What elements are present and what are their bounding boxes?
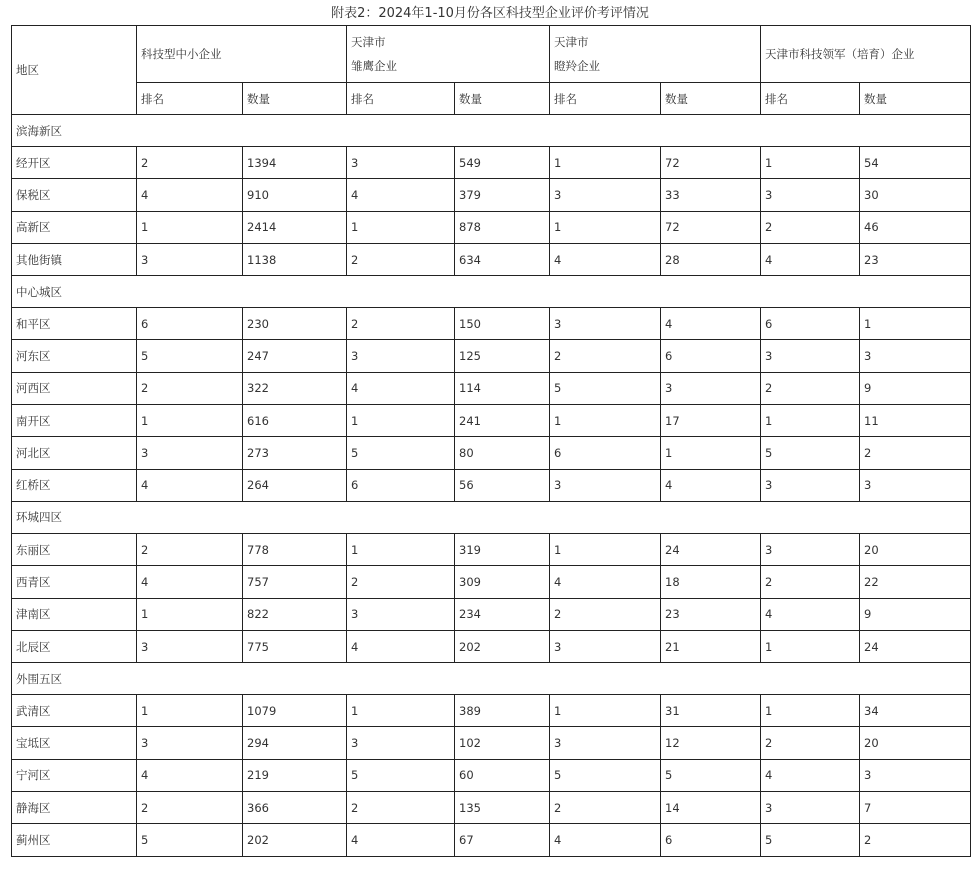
table-row [12, 727, 971, 759]
count-cell: 910 [243, 179, 347, 211]
rank-cell: 1 [761, 630, 860, 662]
header-count: 数量 [661, 83, 761, 115]
region-cell: 北辰区 [12, 630, 137, 662]
rank-cell: 2 [761, 211, 860, 243]
region-cell: 高新区 [12, 211, 137, 243]
table-row [12, 179, 971, 211]
header-group-leader: 天津市科技领军（培育）企业 [761, 26, 971, 83]
header-row-1 [12, 26, 971, 83]
count-cell: 22 [860, 566, 971, 598]
table-row [12, 759, 971, 791]
count-cell: 72 [661, 147, 761, 179]
table-row [12, 437, 971, 469]
region-cell: 河西区 [12, 372, 137, 404]
rank-cell: 4 [347, 372, 455, 404]
rank-cell: 2 [347, 243, 455, 275]
count-cell: 1079 [243, 695, 347, 727]
count-cell: 150 [455, 308, 550, 340]
rank-cell: 3 [137, 437, 243, 469]
rank-cell: 4 [761, 598, 860, 630]
rank-cell: 2 [347, 792, 455, 824]
region-cell: 河东区 [12, 340, 137, 372]
count-cell: 6 [661, 340, 761, 372]
rank-cell: 5 [347, 759, 455, 791]
count-cell: 273 [243, 437, 347, 469]
rank-cell: 3 [761, 792, 860, 824]
count-cell: 549 [455, 147, 550, 179]
header-group-gazelle-line1: 天津市 [554, 35, 589, 49]
region-cell: 和平区 [12, 308, 137, 340]
header-group-eaglet-line2: 雏鹰企业 [351, 59, 397, 73]
count-cell: 757 [243, 566, 347, 598]
rank-cell: 6 [550, 437, 661, 469]
rank-cell: 3 [550, 308, 661, 340]
rank-cell: 3 [761, 179, 860, 211]
count-cell: 31 [661, 695, 761, 727]
section-label: 中心城区 [12, 276, 971, 308]
rank-cell: 2 [347, 308, 455, 340]
table-row [12, 211, 971, 243]
rank-cell: 1 [137, 405, 243, 437]
evaluation-table [11, 25, 971, 857]
count-cell: 12 [661, 727, 761, 759]
table-row [12, 598, 971, 630]
rank-cell: 2 [761, 727, 860, 759]
count-cell: 14 [661, 792, 761, 824]
count-cell: 4 [661, 308, 761, 340]
count-cell: 322 [243, 372, 347, 404]
rank-cell: 3 [550, 179, 661, 211]
rank-cell: 5 [550, 372, 661, 404]
table-caption: 附表2：2024年1-10月份各区科技型企业评价考评情况 [331, 6, 649, 21]
header-group-eaglet-line1: 天津市 [351, 35, 386, 49]
rank-cell: 1 [761, 405, 860, 437]
count-cell: 102 [455, 727, 550, 759]
header-count: 数量 [243, 83, 347, 115]
header-rank: 排名 [347, 83, 455, 115]
count-cell: 18 [661, 566, 761, 598]
rank-cell: 4 [137, 759, 243, 791]
rank-cell: 3 [347, 340, 455, 372]
rank-cell: 1 [550, 211, 661, 243]
section-row [12, 501, 971, 533]
rank-cell: 6 [137, 308, 243, 340]
rank-cell: 4 [347, 179, 455, 211]
rank-cell: 2 [137, 372, 243, 404]
count-cell: 9 [860, 372, 971, 404]
count-cell: 54 [860, 147, 971, 179]
count-cell: 4 [661, 469, 761, 501]
rank-cell: 3 [761, 469, 860, 501]
count-cell: 616 [243, 405, 347, 437]
count-cell: 3 [860, 340, 971, 372]
table-row [12, 340, 971, 372]
count-cell: 5 [661, 759, 761, 791]
table-row [12, 147, 971, 179]
region-cell: 保税区 [12, 179, 137, 211]
count-cell: 389 [455, 695, 550, 727]
section-row [12, 115, 971, 147]
rank-cell: 2 [137, 792, 243, 824]
count-cell: 72 [661, 211, 761, 243]
count-cell: 241 [455, 405, 550, 437]
count-cell: 21 [661, 630, 761, 662]
rank-cell: 1 [137, 598, 243, 630]
count-cell: 366 [243, 792, 347, 824]
rank-cell: 5 [761, 437, 860, 469]
count-cell: 3 [661, 372, 761, 404]
count-cell: 28 [661, 243, 761, 275]
count-cell: 9 [860, 598, 971, 630]
region-cell: 河北区 [12, 437, 137, 469]
rank-cell: 5 [550, 759, 661, 791]
rank-cell: 5 [761, 824, 860, 856]
header-rank: 排名 [137, 83, 243, 115]
table-row [12, 792, 971, 824]
section-label: 外围五区 [12, 663, 971, 695]
region-cell: 南开区 [12, 405, 137, 437]
count-cell: 379 [455, 179, 550, 211]
count-cell: 230 [243, 308, 347, 340]
rank-cell: 3 [550, 727, 661, 759]
count-cell: 7 [860, 792, 971, 824]
section-row [12, 276, 971, 308]
rank-cell: 4 [347, 630, 455, 662]
count-cell: 6 [661, 824, 761, 856]
region-cell: 宝坻区 [12, 727, 137, 759]
count-cell: 34 [860, 695, 971, 727]
count-cell: 2 [860, 824, 971, 856]
rank-cell: 3 [550, 630, 661, 662]
header-group-gazelle [550, 26, 761, 83]
count-cell: 294 [243, 727, 347, 759]
section-row [12, 663, 971, 695]
rank-cell: 6 [761, 308, 860, 340]
table-row [12, 372, 971, 404]
region-cell: 武清区 [12, 695, 137, 727]
rank-cell: 3 [137, 630, 243, 662]
header-row-2 [12, 83, 971, 115]
count-cell: 202 [455, 630, 550, 662]
rank-cell: 1 [137, 211, 243, 243]
region-cell: 东丽区 [12, 533, 137, 565]
region-cell: 红桥区 [12, 469, 137, 501]
rank-cell: 3 [137, 243, 243, 275]
rank-cell: 2 [761, 566, 860, 598]
rank-cell: 3 [761, 533, 860, 565]
count-cell: 202 [243, 824, 347, 856]
count-cell: 778 [243, 533, 347, 565]
rank-cell: 3 [347, 598, 455, 630]
header-group-gazelle-line2: 瞪羚企业 [554, 59, 600, 73]
rank-cell: 1 [137, 695, 243, 727]
table-row [12, 824, 971, 856]
table-body [12, 26, 971, 857]
count-cell: 17 [661, 405, 761, 437]
count-cell: 30 [860, 179, 971, 211]
count-cell: 3 [860, 469, 971, 501]
rank-cell: 4 [550, 243, 661, 275]
header-count: 数量 [455, 83, 550, 115]
rank-cell: 4 [761, 759, 860, 791]
rank-cell: 1 [761, 147, 860, 179]
count-cell: 33 [661, 179, 761, 211]
rank-cell: 5 [137, 824, 243, 856]
rank-cell: 1 [550, 405, 661, 437]
count-cell: 309 [455, 566, 550, 598]
count-cell: 20 [860, 727, 971, 759]
count-cell: 11 [860, 405, 971, 437]
rank-cell: 5 [347, 437, 455, 469]
rank-cell: 2 [137, 533, 243, 565]
count-cell: 1 [661, 437, 761, 469]
region-cell: 静海区 [12, 792, 137, 824]
rank-cell: 5 [137, 340, 243, 372]
count-cell: 67 [455, 824, 550, 856]
section-label: 滨海新区 [12, 115, 971, 147]
region-cell: 蓟州区 [12, 824, 137, 856]
rank-cell: 4 [347, 824, 455, 856]
table-row [12, 243, 971, 275]
count-cell: 23 [661, 598, 761, 630]
count-cell: 60 [455, 759, 550, 791]
rank-cell: 1 [550, 147, 661, 179]
count-cell: 634 [455, 243, 550, 275]
count-cell: 24 [661, 533, 761, 565]
count-cell: 319 [455, 533, 550, 565]
rank-cell: 6 [347, 469, 455, 501]
rank-cell: 2 [761, 372, 860, 404]
count-cell: 46 [860, 211, 971, 243]
rank-cell: 3 [550, 469, 661, 501]
count-cell: 234 [455, 598, 550, 630]
rank-cell: 1 [347, 211, 455, 243]
count-cell: 135 [455, 792, 550, 824]
count-cell: 20 [860, 533, 971, 565]
rank-cell: 4 [137, 469, 243, 501]
region-cell: 其他街镇 [12, 243, 137, 275]
rank-cell: 4 [761, 243, 860, 275]
rank-cell: 2 [550, 792, 661, 824]
table-row [12, 308, 971, 340]
rank-cell: 4 [550, 566, 661, 598]
count-cell: 878 [455, 211, 550, 243]
count-cell: 219 [243, 759, 347, 791]
rank-cell: 1 [761, 695, 860, 727]
table-row [12, 405, 971, 437]
rank-cell: 4 [137, 566, 243, 598]
count-cell: 23 [860, 243, 971, 275]
rank-cell: 1 [550, 533, 661, 565]
count-cell: 1 [860, 308, 971, 340]
rank-cell: 1 [347, 533, 455, 565]
count-cell: 125 [455, 340, 550, 372]
rank-cell: 2 [550, 598, 661, 630]
count-cell: 2 [860, 437, 971, 469]
count-cell: 3 [860, 759, 971, 791]
rank-cell: 1 [347, 695, 455, 727]
table-row [12, 533, 971, 565]
count-cell: 264 [243, 469, 347, 501]
count-cell: 56 [455, 469, 550, 501]
rank-cell: 3 [761, 340, 860, 372]
count-cell: 2414 [243, 211, 347, 243]
count-cell: 114 [455, 372, 550, 404]
rank-cell: 3 [137, 727, 243, 759]
rank-cell: 3 [347, 727, 455, 759]
count-cell: 822 [243, 598, 347, 630]
count-cell: 775 [243, 630, 347, 662]
table-row [12, 469, 971, 501]
rank-cell: 2 [347, 566, 455, 598]
region-cell: 经开区 [12, 147, 137, 179]
rank-cell: 4 [137, 179, 243, 211]
region-cell: 津南区 [12, 598, 137, 630]
rank-cell: 1 [550, 695, 661, 727]
header-group-eaglet [347, 26, 550, 83]
count-cell: 1394 [243, 147, 347, 179]
count-cell: 80 [455, 437, 550, 469]
header-group-sme: 科技型中小企业 [137, 26, 347, 83]
rank-cell: 2 [550, 340, 661, 372]
rank-cell: 2 [137, 147, 243, 179]
region-cell: 西青区 [12, 566, 137, 598]
header-region: 地区 [12, 26, 137, 115]
count-cell: 247 [243, 340, 347, 372]
table-row [12, 630, 971, 662]
rank-cell: 3 [347, 147, 455, 179]
section-label: 环城四区 [12, 501, 971, 533]
rank-cell: 4 [550, 824, 661, 856]
region-cell: 宁河区 [12, 759, 137, 791]
count-cell: 24 [860, 630, 971, 662]
table-row [12, 566, 971, 598]
header-rank: 排名 [550, 83, 661, 115]
count-cell: 1138 [243, 243, 347, 275]
header-count: 数量 [860, 83, 971, 115]
header-rank: 排名 [761, 83, 860, 115]
rank-cell: 1 [347, 405, 455, 437]
table-row [12, 695, 971, 727]
